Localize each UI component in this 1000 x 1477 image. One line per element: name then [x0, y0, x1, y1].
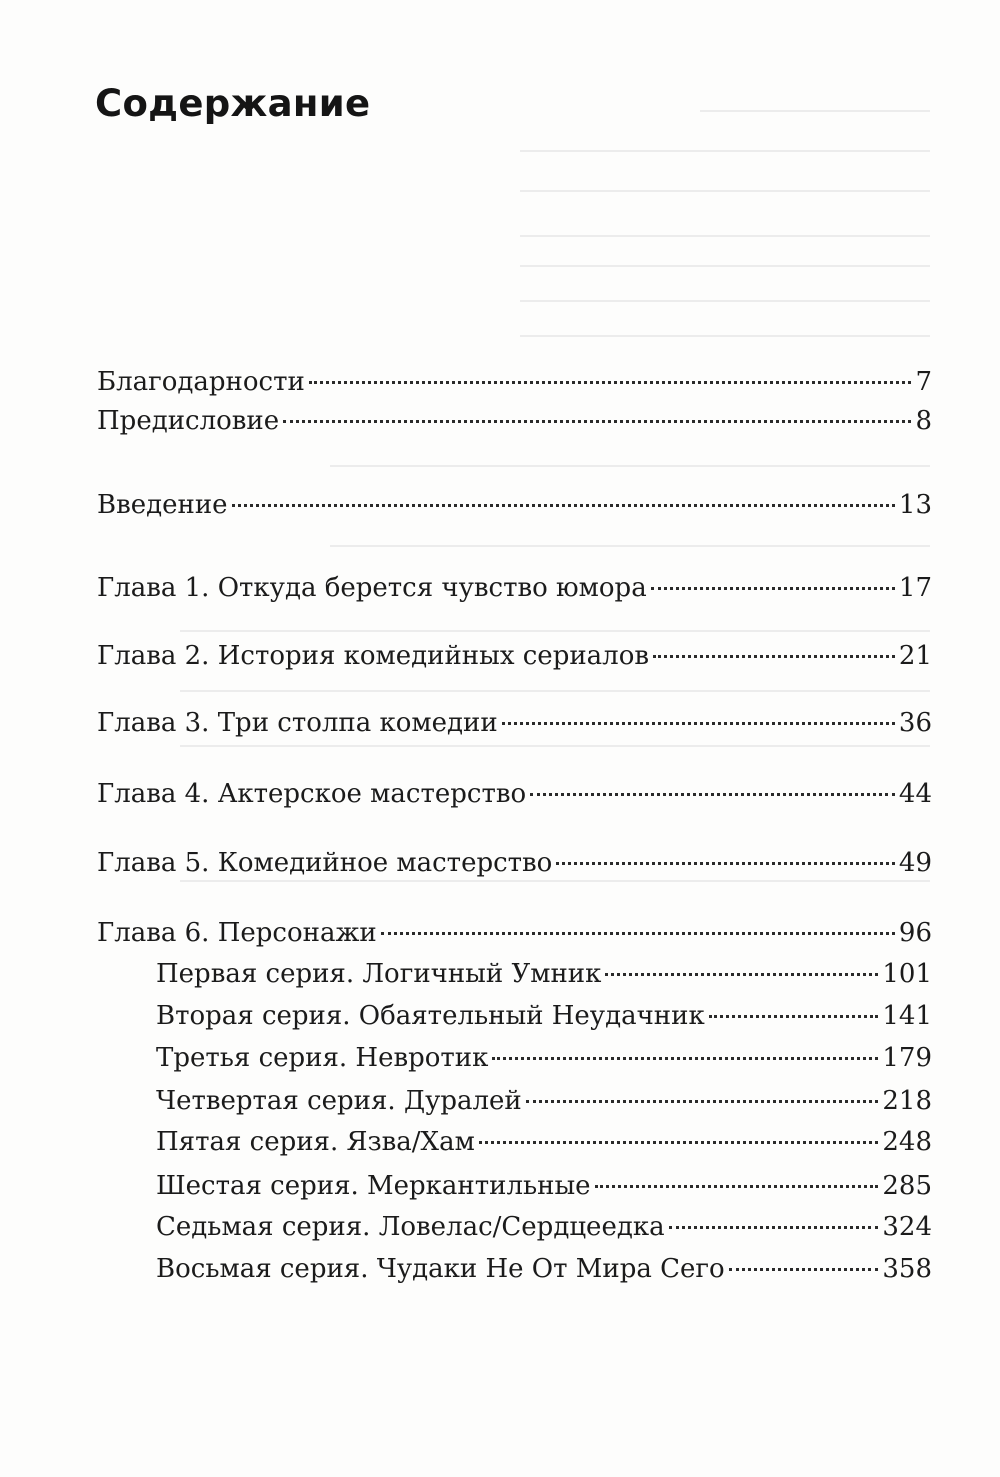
toc-page-number: 141 — [882, 1001, 932, 1031]
toc-entry-title: Глава 4. Актерское мастерство — [97, 779, 527, 809]
dot-leader — [381, 932, 895, 935]
toc-page-number: 96 — [898, 918, 932, 948]
toc-entry — [97, 778, 932, 810]
toc-entry-title: Седьмая серия. Ловелас/Сердцеедка — [156, 1212, 665, 1242]
toc-subentry — [156, 1085, 932, 1117]
toc-entry-title: Предисловие — [97, 406, 280, 436]
dot-leader — [669, 1226, 879, 1229]
toc-entry-title: Четвертая серия. Дуралей — [156, 1086, 522, 1116]
toc-page-number: 285 — [882, 1171, 932, 1201]
toc-entry-title: Глава 3. Три столпа комедии — [97, 708, 498, 738]
page-title: Содержание — [95, 82, 371, 125]
toc-page-number: 218 — [882, 1086, 932, 1116]
toc-page-number: 179 — [882, 1043, 932, 1073]
toc-subentry — [156, 1253, 932, 1285]
toc-entry-title: Шестая серия. Меркантильные — [156, 1171, 591, 1201]
toc-entry-title: Глава 2. История комедийных сериалов — [97, 641, 649, 671]
toc-entry-title: Восьмая серия. Чудаки Не От Мира Сего — [156, 1254, 725, 1284]
toc-entry-title: Введение — [97, 490, 228, 520]
toc-entry — [97, 640, 932, 672]
dot-leader — [526, 1100, 879, 1103]
toc-subentry — [156, 958, 932, 990]
toc-entry — [97, 489, 932, 521]
toc-entry — [97, 847, 932, 879]
dot-leader — [232, 504, 895, 507]
dot-leader — [605, 973, 878, 976]
dot-leader — [653, 655, 895, 658]
dot-leader — [595, 1185, 879, 1188]
toc-page-number: 101 — [882, 959, 932, 989]
toc-page-number: 44 — [898, 779, 932, 809]
toc-page-number: 358 — [882, 1254, 932, 1284]
toc-entry-title: Благодарности — [97, 367, 305, 397]
toc-entry — [97, 707, 932, 739]
toc-page-number: 49 — [898, 848, 932, 878]
dot-leader — [709, 1015, 879, 1018]
toc-subentry — [156, 1000, 932, 1032]
toc-page-number: 13 — [898, 490, 932, 520]
dot-leader — [729, 1268, 879, 1271]
toc-page-number: 248 — [882, 1127, 932, 1157]
toc-entry-title: Глава 6. Персонажи — [97, 918, 377, 948]
toc-page-number: 21 — [898, 641, 932, 671]
dot-leader — [479, 1141, 879, 1144]
dot-leader — [530, 793, 895, 796]
dot-leader — [651, 587, 895, 590]
toc-entry-title: Вторая серия. Обаятельный Неудачник — [156, 1001, 705, 1031]
toc-subentry — [156, 1042, 932, 1074]
toc-entry-title: Глава 1. Откуда берется чувство юмора — [97, 573, 647, 603]
toc-entry — [97, 366, 932, 398]
dot-leader — [502, 722, 895, 725]
dot-leader — [556, 862, 895, 865]
toc-entry — [97, 405, 932, 437]
toc-entry-title: Третья серия. Невротик — [156, 1043, 489, 1073]
toc-entry — [97, 917, 932, 949]
toc-entry-title: Пятая серия. Язва/Хам — [156, 1127, 475, 1157]
toc-page-number: 8 — [915, 406, 932, 436]
toc-entry — [97, 572, 932, 604]
toc-subentry — [156, 1170, 932, 1202]
toc-page-number: 324 — [882, 1212, 932, 1242]
toc-subentry — [156, 1211, 932, 1243]
toc-page-number: 17 — [898, 573, 932, 603]
toc-page-number: 36 — [898, 708, 932, 738]
dot-leader — [309, 381, 912, 384]
toc-entry-title: Глава 5. Комедийное мастерство — [97, 848, 553, 878]
toc-entry-title: Первая серия. Логичный Умник — [156, 959, 602, 989]
toc-page-number: 7 — [915, 367, 932, 397]
dot-leader — [283, 420, 911, 423]
toc-subentry — [156, 1126, 932, 1158]
dot-leader — [492, 1057, 878, 1060]
